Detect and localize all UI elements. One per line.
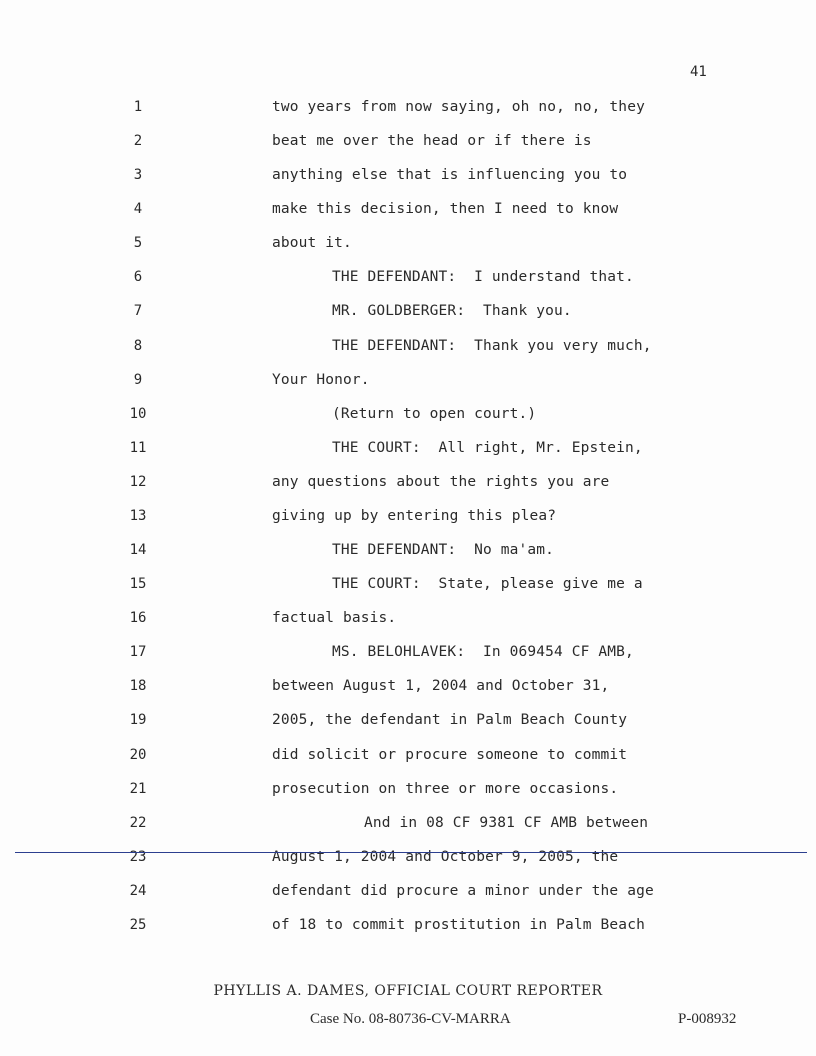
line-text: 2005, the defendant in Palm Beach County (272, 712, 628, 729)
line-text: THE DEFENDANT: I understand that. (332, 269, 634, 286)
line-number: 16 (129, 610, 147, 627)
line-number: 14 (129, 542, 147, 559)
line-text: defendant did procure a minor under the age (272, 882, 654, 899)
line-text: did solicit or procure someone to commit (272, 746, 628, 763)
footer-reporter: PHYLLIS A. DAMES, OFFICIAL COURT REPORTER (213, 983, 603, 999)
line-text: prosecution on three or more occasions. (272, 780, 619, 797)
line-number: 10 (129, 405, 147, 422)
transcript-line (0, 508, 816, 530)
line-number: 8 (133, 337, 143, 354)
transcript-line (0, 338, 816, 360)
line-text: between August 1, 2004 and October 31, (272, 678, 610, 695)
line-text: make this decision, then I need to know (272, 201, 619, 218)
transcript-line (0, 917, 816, 939)
line-number: 15 (129, 576, 147, 593)
horizontal-rule (15, 852, 807, 853)
footer-case-number: Case No. 08-80736-CV-MARRA (310, 1011, 511, 1027)
line-number: 17 (129, 644, 147, 661)
line-text: factual basis. (272, 610, 397, 627)
transcript-line (0, 644, 816, 666)
transcript-line (0, 99, 816, 121)
line-text: anything else that is influencing you to (272, 167, 628, 184)
line-number: 19 (129, 712, 147, 729)
transcript-line (0, 201, 816, 223)
line-text: two years from now saying, oh no, no, they (272, 99, 645, 115)
transcript-line (0, 678, 816, 700)
transcript-line (0, 303, 816, 325)
line-text: THE DEFENDANT: No ma'am. (332, 542, 554, 559)
line-number: 25 (129, 916, 147, 933)
line-text: MS. BELOHLAVEK: In 069454 CF AMB, (332, 644, 634, 661)
line-number: 18 (129, 678, 147, 695)
line-text: THE COURT: All right, Mr. Epstein, (332, 439, 643, 456)
line-number: 7 (133, 303, 143, 320)
line-number: 3 (133, 167, 143, 184)
page-number: 41 (690, 64, 707, 80)
transcript-line (0, 712, 816, 734)
transcript-line (0, 406, 816, 428)
line-text: MR. GOLDBERGER: Thank you. (332, 303, 572, 320)
transcript-line (0, 269, 816, 291)
line-text: Your Honor. (272, 371, 370, 388)
line-text: beat me over the head or if there is (272, 133, 592, 150)
line-number: 6 (133, 269, 143, 286)
line-text: THE COURT: State, please give me a (332, 576, 643, 593)
transcript-line (0, 815, 816, 837)
line-number: 12 (129, 473, 147, 490)
transcript-line (0, 576, 816, 598)
transcript-line (0, 372, 816, 394)
line-text: giving up by entering this plea? (272, 507, 557, 524)
transcript-line (0, 235, 816, 257)
line-text: August 1, 2004 and October 9, 2005, the (272, 848, 619, 865)
transcript-line (0, 440, 816, 462)
line-text: about it. (272, 235, 352, 252)
transcript-line (0, 133, 816, 155)
line-text: And in 08 CF 9381 CF AMB between (364, 814, 649, 831)
transcript-line (0, 167, 816, 189)
line-number: 24 (129, 882, 147, 899)
transcript-line (0, 542, 816, 564)
line-number: 5 (133, 235, 143, 252)
line-number: 20 (129, 746, 147, 763)
line-number: 13 (129, 507, 147, 524)
line-number: 2 (133, 133, 143, 150)
transcript-line (0, 883, 816, 905)
line-number: 4 (133, 201, 143, 218)
line-number: 23 (129, 848, 147, 865)
transcript-line (0, 747, 816, 769)
line-text: of 18 to commit prostitution in Palm Beach (272, 916, 645, 933)
line-text: (Return to open court.) (332, 405, 537, 422)
line-number: 11 (129, 439, 147, 456)
line-text: THE DEFENDANT: Thank you very much, (332, 337, 652, 354)
line-text: any questions about the rights you are (272, 473, 610, 490)
line-number: 22 (129, 814, 147, 831)
transcript-line (0, 610, 816, 632)
line-number: 1 (133, 99, 143, 115)
line-number: 21 (129, 780, 147, 797)
transcript-line (0, 474, 816, 496)
footer-bates-number: P-008932 (678, 1011, 737, 1027)
transcript-line (0, 781, 816, 803)
line-number: 9 (133, 371, 143, 388)
